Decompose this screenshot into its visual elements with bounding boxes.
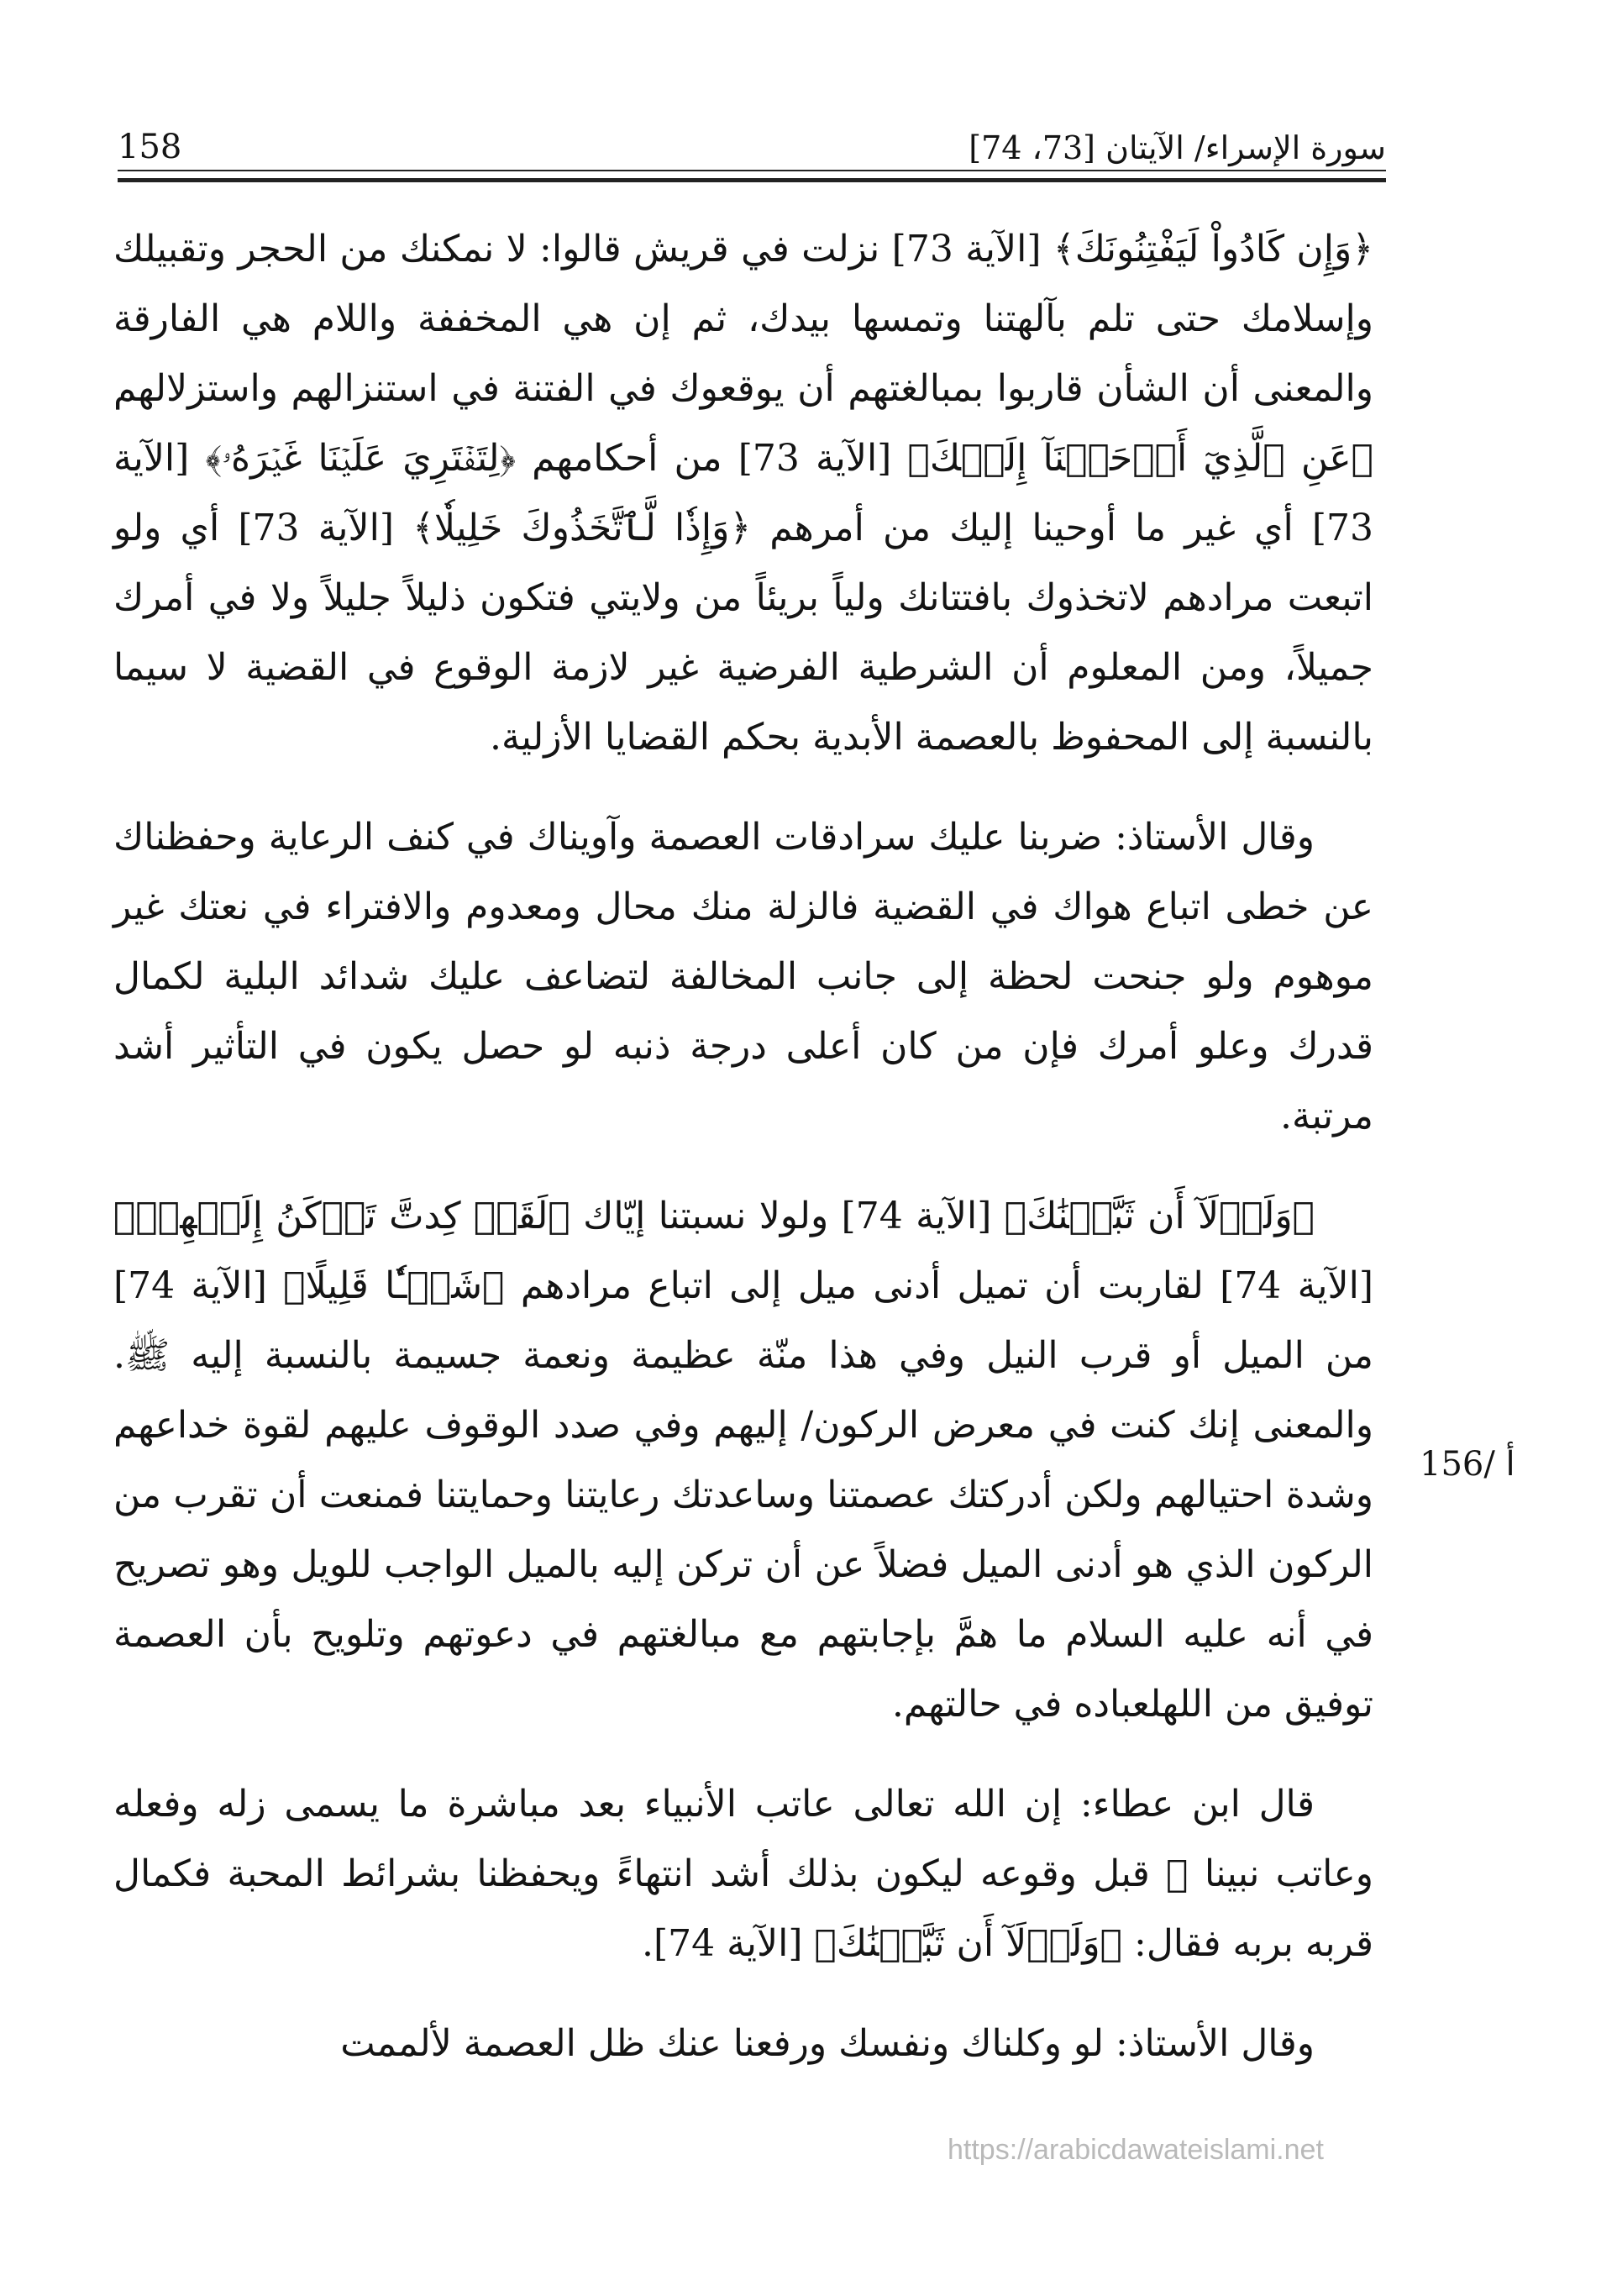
paragraph-ustadh-continued	[113, 2009, 1373, 2078]
paragraph-ustadh-text: وقال الأستاذ: ضربنا عليك سرادقات العصمة وآويناك في كنف الرعاية وحفظناك عن خطى اتباع هواك في القضية فالزلة منك محال ومعدوم والافتراء في نعتك غير موهوم ولو جنحت لحظة إلى جانب المخالفة لتضاعف عليك شدائد البلية لكمال قدرك وعلو أمرك فإن من كان أعلى درجة ذنبه لو حصل يكون في التأثير أشد مرتبة.	[113, 816, 1373, 1137]
paragraph-ustadh-commentary	[113, 802, 1373, 1151]
paragraph-ibn-ata-text: قال ابن عطاء: إن الله تعالى عاتب الأنبياء بعد مباشرة ما يسمى زله وفعله وعاتب نبينا ﷺ قبل وقوعه ليكون بذلك أشد انتهاءً ويحفظنا بشرائط المحبة فكمال قربه بربه فقال: ﴿وَلَوۡلَآ أَن ثَبَّتۡنَٰكَ﴾ [الآية 74].	[113, 1783, 1373, 1965]
paragraph-verse-74	[113, 1181, 1373, 1739]
running-header	[118, 116, 1386, 166]
chapter-title: سورة الإسراء/ الآيتان [73، 74]	[969, 129, 1386, 166]
manuscript-folio-marker: 156/ أ	[1420, 1445, 1515, 1484]
paragraph-ustadh-continued-text: وقال الأستاذ: لو وكلناك ونفسك ورفعنا عنك ظل العصمة لألممت	[340, 2022, 1315, 2065]
header-rule-thin	[118, 170, 1386, 171]
header-rule-thick	[118, 178, 1386, 182]
watermark-url: https://arabicdawateislami.net	[948, 2134, 1324, 2166]
paragraph-ibn-ata	[113, 1769, 1373, 1978]
page-number: 158	[118, 128, 182, 166]
paragraph-verse-74-text: ﴿وَلَوۡلَآ أَن ثَبَّتۡنَٰكَ﴾ [الآية 74] ولولا نسبتنا إيّاك ﴿لَقَدۡ كِدتَّ تَرۡكَنُ إِلَيۡهِمۡ﴾ [الآية 74] لقاربت أن تميل أدنى ميل إلى اتباع مرادهم ﴿شَيۡـٔٗا قَلِيلًا﴾ [الآية 74] من الميل أو قرب النيل وفي هذا منّة عظيمة ونعمة جسيمة بالنسبة إليه ﷺ. والمعنى إنك كنت في معرض الركون/ إليهم وفي صدد الوقوف عليهم لقوة خداعهم وشدة احتيالهم ولكن أدركتك عصمتنا وساعدتك رعايتنا وحمايتنا فمنعت أن تقرب من الركون الذي هو أدنى الميل فضلاً عن أن تركن إليه بالميل الواجب للويل وهو تصريح في أنه عليه السلام ما همَّ بإجابتهم مع مبالغتهم في دعوتهم وتلويح بأن العصمة توفيق من اللهلعباده في حالتهم.	[113, 1195, 1373, 1726]
body-text	[113, 214, 1373, 2078]
paragraph-verse-73: ﴿وَإِن كَادُواْ لَيَفْتِنُونَكَ﴾ [الآية 73] نزلت في قريش قالوا: لا نمكنك من الحجر وتقبيلك وإسلامك حتى تلم بآلهتنا وتمسها بيدك، ثم إن هي المخففة واللام هي الفارقة والمعنى أن الشأن قاربوا بمبالغتهم أن يوقعوك في الفتنة في استنزالهم واستزلالهم ﴿عَنِ ٱلَّذِيٓ أَوۡحَيۡنَآ إِلَيۡكَ﴾ [الآية 73] من أحكامهم ﴿لِتَفۡتَرِيَ عَلَيۡنَا غَيۡرَهُۥ﴾ [الآية 73] أي غير ما أوحينا إليك من أمرهم ﴿وَإِذٗا لَّٱتَّخَذُوكَ خَلِيلٗا﴾ [الآية 73] أي ولو اتبعت مرادهم لاتخذوك بافتتانك ولياً بريئاً من ولايتي فتكون ذليلاً جليلاً ولا في أمرك جميلاً، ومن المعلوم أن الشرطية الفرضية غير لازمة الوقوع في القضية لا سيما بالنسبة إلى المحفوظ بالعصمة الأبدية بحكم القضايا الأزلية.	[113, 228, 1374, 759]
